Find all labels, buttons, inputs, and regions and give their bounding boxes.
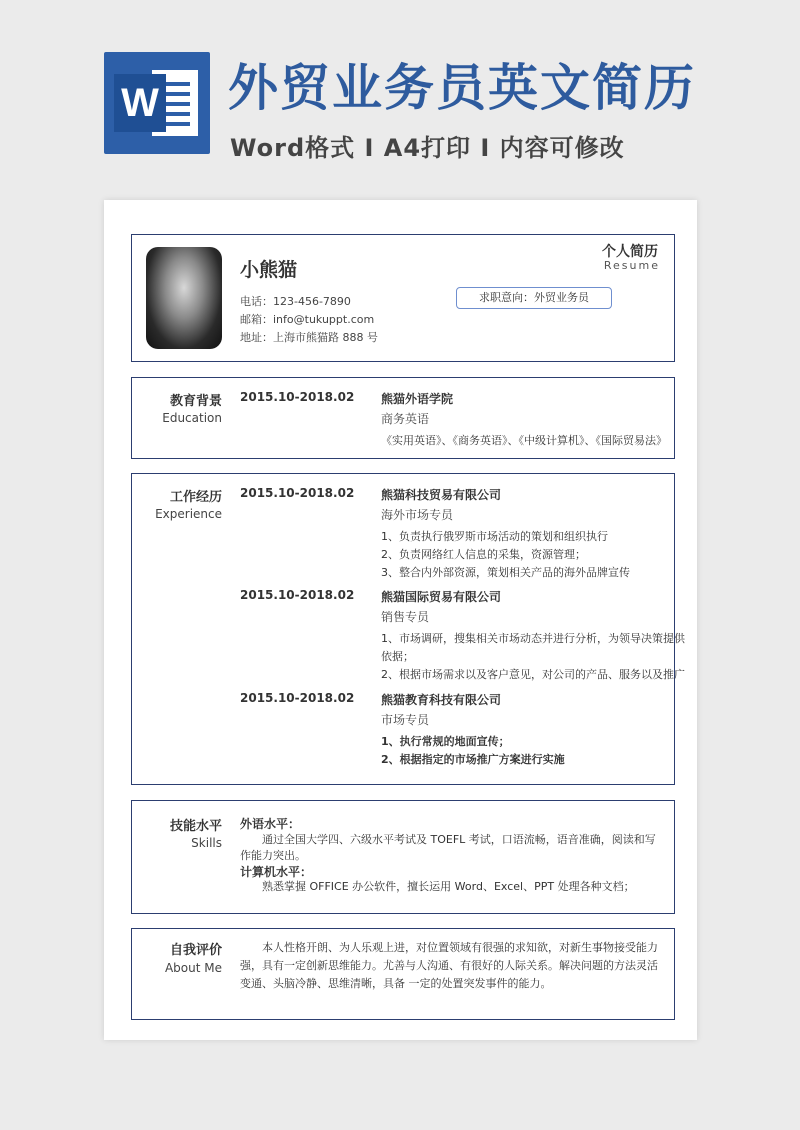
word-icon bbox=[104, 52, 210, 154]
language-skill-heading: 外语水平： bbox=[240, 817, 301, 831]
skills-section bbox=[131, 800, 675, 914]
job-duty: 1、执行常规的地面宣传； bbox=[381, 735, 510, 748]
job-role: 销售专员 bbox=[381, 610, 430, 624]
experience-title-en: Experience bbox=[155, 507, 222, 521]
company-name: 熊猫科技贸易有限公司 bbox=[381, 488, 502, 502]
email: 邮箱：info@tukuppt.com bbox=[240, 313, 375, 326]
courses: 《实用英语》、《商务英语》、《中级计算机》、《国际贸易法》 bbox=[381, 434, 667, 447]
education-date: 2015.10-2018.02 bbox=[240, 390, 355, 404]
job-date: 2015.10-2018.02 bbox=[240, 691, 355, 705]
school-name: 熊猫外语学院 bbox=[381, 392, 454, 406]
address: 地址：上海市熊猫路 888 号 bbox=[240, 331, 378, 344]
education-section bbox=[131, 377, 675, 459]
about-section bbox=[131, 928, 675, 1020]
computer-skill-heading: 计算机水平： bbox=[240, 865, 313, 879]
computer-skill-text: 熟悉掌握 OFFICE 办公软件，擅长运用 Word、Excel、PPT 处理各种文档； bbox=[262, 880, 635, 893]
language-skill-text: 通过全国大学四、六级水平考试及 TOEFL 考试，口语流畅，语音准确，阅读和写作能力突出。 bbox=[240, 833, 656, 862]
job-date: 2015.10-2018.02 bbox=[240, 588, 355, 602]
banner-title: 外贸业务员英文简历 bbox=[228, 59, 696, 117]
job-role: 市场专员 bbox=[381, 713, 430, 727]
job-date: 2015.10-2018.02 bbox=[240, 486, 355, 500]
experience-title-cn: 工作经历 bbox=[169, 490, 222, 505]
avatar bbox=[146, 247, 222, 349]
job-objective: 求职意向：外贸业务员 bbox=[456, 287, 612, 309]
job-role: 海外市场专员 bbox=[381, 508, 454, 522]
job-duty: 1、市场调研，搜集相关市场动态并进行分析，为领导决策提供 bbox=[381, 632, 685, 645]
major: 商务英语 bbox=[381, 412, 430, 426]
skills-title-cn: 技能水平 bbox=[169, 819, 222, 834]
resume-title-cn: 个人简历 bbox=[602, 244, 658, 260]
company-name: 熊猫国际贸易有限公司 bbox=[381, 590, 502, 604]
phone: 电话：123-456-7890 bbox=[240, 295, 351, 308]
job-duty: 2、负责网络红人信息的采集，资源管理； bbox=[381, 548, 586, 561]
job-duty: 依据； bbox=[381, 650, 414, 663]
candidate-name: 小熊猫 bbox=[240, 259, 298, 281]
job-duty: 2、根据指定的市场推广方案进行实施 bbox=[381, 753, 565, 766]
resume-page bbox=[104, 200, 697, 1040]
job-duty: 2、根据市场需求以及客户意见，对公司的产品、服务以及推广 bbox=[381, 668, 685, 681]
company-name: 熊猫教育科技有限公司 bbox=[381, 693, 502, 707]
education-title-cn: 教育背景 bbox=[169, 394, 222, 409]
resume-title-en: Resume bbox=[603, 259, 660, 272]
skills-title-en: Skills bbox=[191, 836, 222, 850]
banner-subtitle: Word格式 I A4打印 I 内容可修改 bbox=[230, 134, 625, 162]
word-letter: W bbox=[114, 74, 166, 132]
about-title-cn: 自我评价 bbox=[169, 943, 222, 958]
experience-section bbox=[131, 473, 685, 785]
about-text: 本人性格开朗、为人乐观上进，对位置领域有很强的求知欲，对新生事物接受能力强，具有一定创新思维能力。尤善与人沟通、有很好的人际关系。解决问题的方法灵活变通、头脑冷静、思维清晰，具备 一定的处置突发事件的能力。 bbox=[240, 941, 658, 990]
education-title-en: Education bbox=[162, 411, 222, 425]
job-duty: 3、整合内外部资源，策划相关产品的海外品牌宣传 bbox=[381, 566, 630, 579]
job-duty: 1、负责执行俄罗斯市场活动的策划和组织执行 bbox=[381, 530, 608, 543]
header-section bbox=[131, 234, 675, 362]
about-title-en: About Me bbox=[164, 961, 222, 975]
